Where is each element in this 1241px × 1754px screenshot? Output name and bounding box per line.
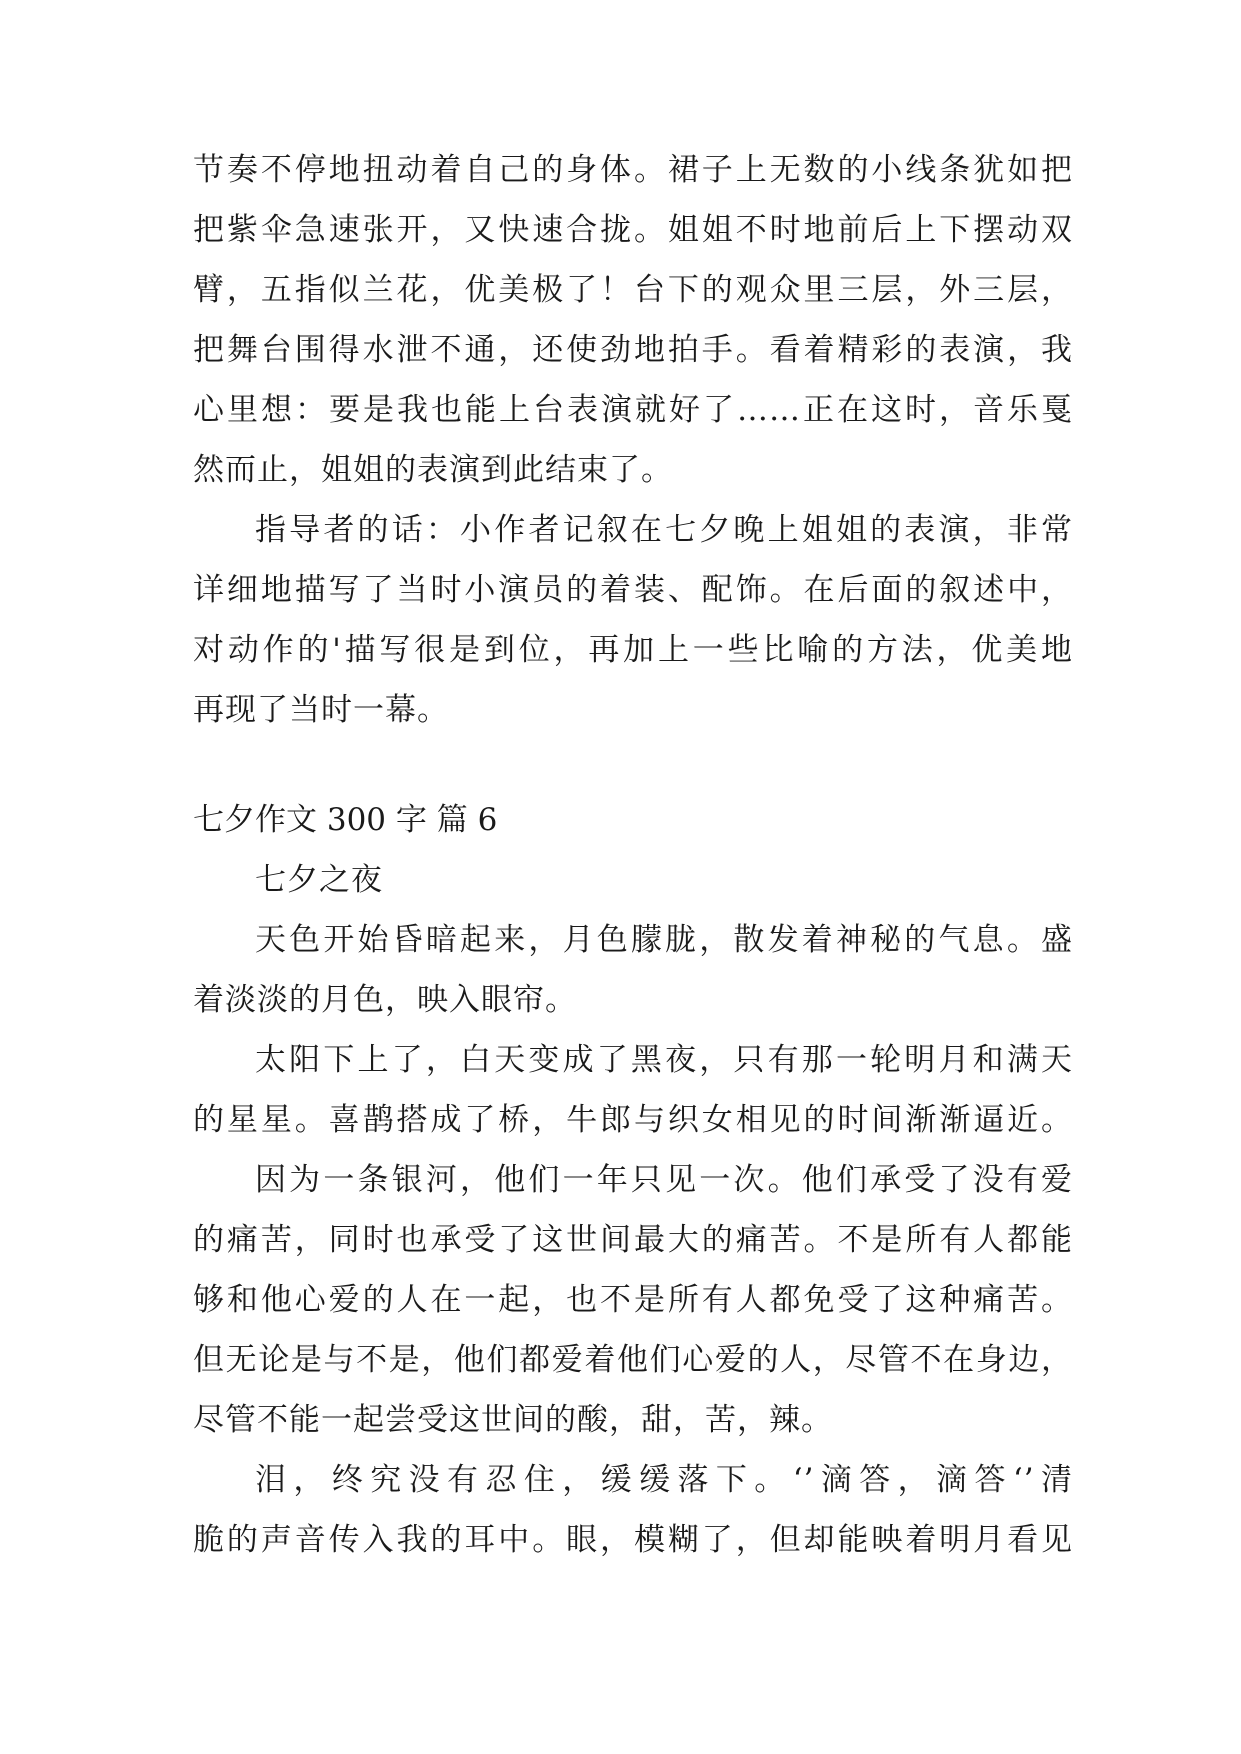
section-heading: 七夕作文 300 字 篇 6	[193, 802, 498, 838]
text-line: 泪，终究没有忍住，缓缓落下。‘’滴答，滴答‘’清	[255, 1462, 1073, 1498]
text-line: 因为一条银河，他们一年只见一次。他们承受了没有爱	[255, 1162, 1073, 1198]
text-line: 节奏不停地扭动着自己的身体。裙子上无数的小线条犹如把	[193, 152, 1073, 188]
text-line: 然而止，姐姐的表演到此结束了。	[193, 452, 673, 488]
text-line: 再现了当时一幕。	[193, 692, 449, 728]
text-line: 太阳下上了，白天变成了黑夜，只有那一轮明月和满天	[255, 1042, 1073, 1078]
text-line: 的痛苦，同时也承受了这世间最大的痛苦。不是所有人都能	[193, 1222, 1073, 1258]
text-line: 的星星。喜鹊搭成了桥，牛郎与织女相见的时间渐渐逼近。	[193, 1102, 1073, 1138]
text-line: 脆的声音传入我的耳中。眼，模糊了，但却能映着明月看见	[193, 1522, 1073, 1558]
text-line: 尽管不能一起尝受这世间的酸，甜，苦，辣。	[193, 1402, 833, 1438]
text-line: 把紫伞急速张开，又快速合拢。姐姐不时地前后上下摆动双	[193, 212, 1073, 248]
essay-title: 七夕之夜	[255, 862, 383, 898]
text-line: 够和他心爱的人在一起，也不是所有人都免受了这种痛苦。	[193, 1282, 1073, 1318]
text-line: 指导者的话：小作者记叙在七夕晚上姐姐的表演，非常	[255, 512, 1073, 548]
text-line: 详细地描写了当时小演员的着装、配饰。在后面的叙述中，	[193, 572, 1073, 608]
text-line: 对动作的'描写很是到位，再加上一些比喻的方法，优美地	[193, 632, 1073, 668]
text-line: 着淡淡的月色，映入眼帘。	[193, 982, 577, 1018]
text-line: 但无论是与不是，他们都爱着他们心爱的人，尽管不在身边，	[193, 1342, 1073, 1378]
text-line: 天色开始昏暗起来，月色朦胧，散发着神秘的气息。盛	[255, 922, 1073, 958]
text-line: 臂，五指似兰花，优美极了！台下的观众里三层，外三层，	[193, 272, 1073, 308]
text-line: 心里想：要是我也能上台表演就好了……正在这时，音乐戛	[193, 392, 1073, 428]
text-line: 把舞台围得水泄不通，还使劲地拍手。看着精彩的表演，我	[193, 332, 1073, 368]
